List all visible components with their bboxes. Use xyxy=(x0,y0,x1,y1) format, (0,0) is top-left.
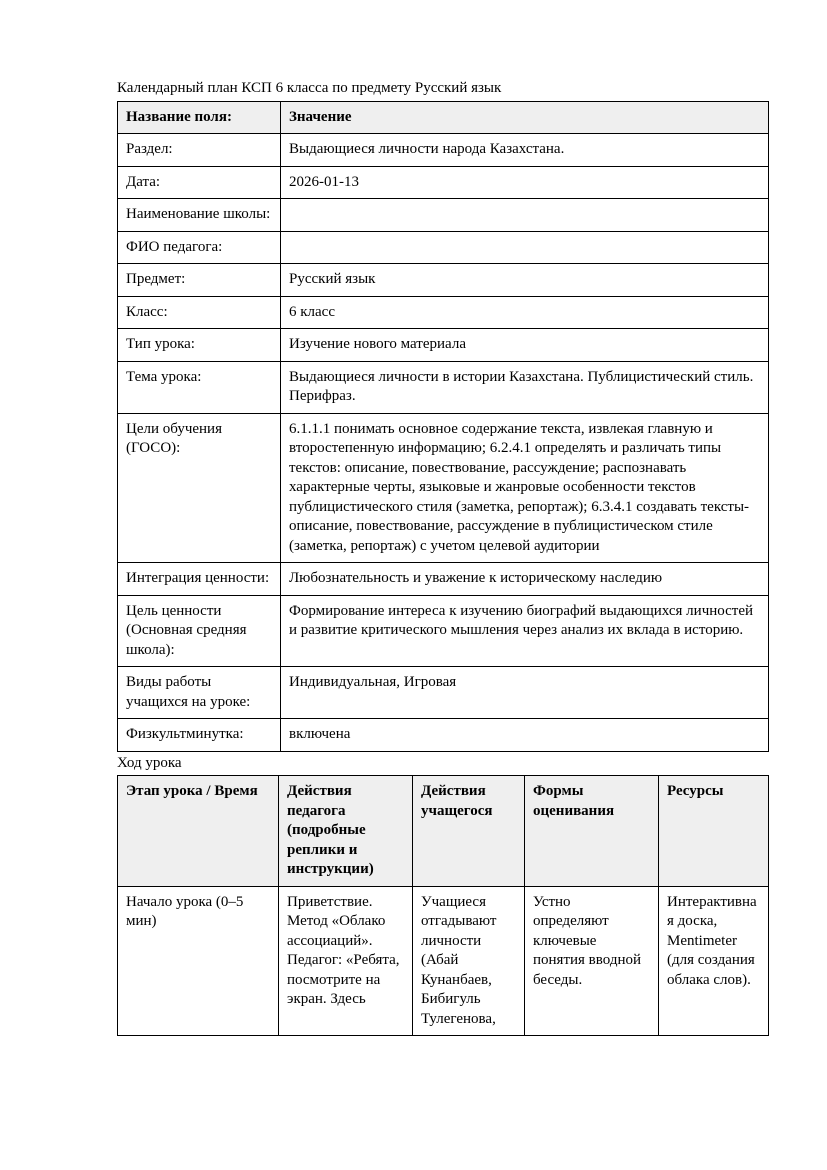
lesson-header-student-actions: Действия учащегося xyxy=(413,776,525,887)
field-label: Физкультминутка: xyxy=(118,719,281,752)
details-header-field: Название поля: xyxy=(118,101,281,134)
field-label: Дата: xyxy=(118,166,281,199)
table-row xyxy=(118,413,769,563)
details-table xyxy=(117,101,769,752)
field-value: Изучение нового материала xyxy=(281,329,769,362)
field-label: Предмет: xyxy=(118,264,281,297)
field-label: Наименование школы: xyxy=(118,199,281,232)
document-page xyxy=(117,79,768,1036)
teacher-actions-cell: Приветствие. Метод «Облако ассоциаций». Педагог: «Ребята, посмотрите на экран. Здесь xyxy=(279,886,413,1036)
details-table-header-row xyxy=(118,101,769,134)
field-value: 2026-01-13 xyxy=(281,166,769,199)
field-label: Тип урока: xyxy=(118,329,281,362)
field-value: Любознательность и уважение к историческому наследию xyxy=(281,563,769,596)
field-value xyxy=(281,231,769,264)
field-label: Интеграция ценности: xyxy=(118,563,281,596)
table-row xyxy=(118,296,769,329)
table-row xyxy=(118,329,769,362)
field-value: 6.1.1.1 понимать основное содержание текста, извлекая главную и второстепенную информацию; 6.2.4.1 определять и различать типы текстов: описание, повествование, рассуждение; распознавать характерные черты, языковые и жанровые особенности текстов публицистического стиля (заметка, репортаж); 6.3.4.1 создавать тексты- описание, повествование, рассуждение в публицистическом стиле (заметка, репортаж) с учетом целевой аудитории xyxy=(281,413,769,563)
field-value: Русский язык xyxy=(281,264,769,297)
field-label: Тема урока: xyxy=(118,361,281,413)
table-row xyxy=(118,134,769,167)
table-row xyxy=(118,231,769,264)
field-value: включена xyxy=(281,719,769,752)
field-label: Виды работы учащихся на уроке: xyxy=(118,667,281,719)
assessment-cell: Устно определяют ключевые понятия вводной беседы. xyxy=(525,886,659,1036)
lesson-stages-table xyxy=(117,775,769,1036)
field-value: 6 класс xyxy=(281,296,769,329)
field-value: Выдающиеся личности в истории Казахстана. Публицистический стиль. Перифраз. xyxy=(281,361,769,413)
field-value xyxy=(281,199,769,232)
field-value: Формирование интереса к изучению биографий выдающихся личностей и развитие критического мышления через анализ их вклада в историю. xyxy=(281,595,769,667)
table-row xyxy=(118,667,769,719)
table-row xyxy=(118,361,769,413)
table-row xyxy=(118,595,769,667)
lesson-table-header-row xyxy=(118,776,769,887)
lesson-flow-label: Ход урока xyxy=(117,754,182,771)
table-row xyxy=(118,563,769,596)
field-label: ФИО педагога: xyxy=(118,231,281,264)
student-actions-cell: Учащиеся отгадывают личности (Абай Кунанбаев, Бибигуль Тулегенова, xyxy=(413,886,525,1036)
page-title: Календарный план КСП 6 класса по предмету Русский язык xyxy=(117,80,502,96)
lesson-header-assessment: Формы оценивания xyxy=(525,776,659,887)
lesson-header-stage: Этап урока / Время xyxy=(118,776,279,887)
resources-cell: Интерактивная доска, Mentimeter (для создания облака слов). xyxy=(659,886,769,1036)
field-label: Класс: xyxy=(118,296,281,329)
field-label: Раздел: xyxy=(118,134,281,167)
field-label: Цель ценности (Основная средняя школа): xyxy=(118,595,281,667)
table-row xyxy=(118,199,769,232)
field-value: Индивидуальная, Игровая xyxy=(281,667,769,719)
table-row xyxy=(118,264,769,297)
lesson-header-teacher-actions: Действия педагога (подробные реплики и инструкции) xyxy=(279,776,413,887)
field-value: Выдающиеся личности народа Казахстана. xyxy=(281,134,769,167)
table-row xyxy=(118,719,769,752)
lesson-header-resources: Ресурсы xyxy=(659,776,769,887)
stage-time-cell: Начало урока (0–5 мин) xyxy=(118,886,279,1036)
table-row xyxy=(118,166,769,199)
lesson-stage-row xyxy=(118,886,769,1036)
details-header-value: Значение xyxy=(281,101,769,134)
field-label: Цели обучения (ГОСО): xyxy=(118,413,281,563)
